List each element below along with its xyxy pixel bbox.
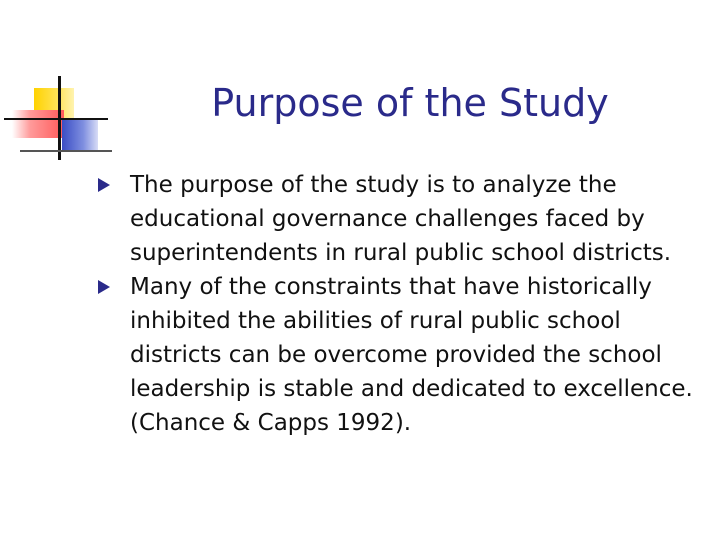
decorative-horizontal-line-bottom xyxy=(20,150,112,152)
triangle-bullet-icon xyxy=(98,178,110,192)
bullet-text: Many of the constraints that have historically inhibited the abilities of rural public school districts can be overcome provided the school leadership is stable and dedicated to excellence. (Chance & Capps 1992). xyxy=(130,274,693,436)
decorative-horizontal-line-top xyxy=(4,118,108,120)
triangle-bullet-icon xyxy=(98,280,110,294)
bullet-item xyxy=(96,168,712,270)
bullet-text: The purpose of the study is to analyze the educational governance challenges faced by superintendents in rural public school districts. xyxy=(130,172,672,266)
slide-title: Purpose of the Study xyxy=(211,81,609,125)
bullet-list xyxy=(96,168,712,440)
decorative-blue-square xyxy=(62,118,98,152)
decorative-red-bar xyxy=(12,110,64,138)
bullet-item xyxy=(96,270,712,440)
